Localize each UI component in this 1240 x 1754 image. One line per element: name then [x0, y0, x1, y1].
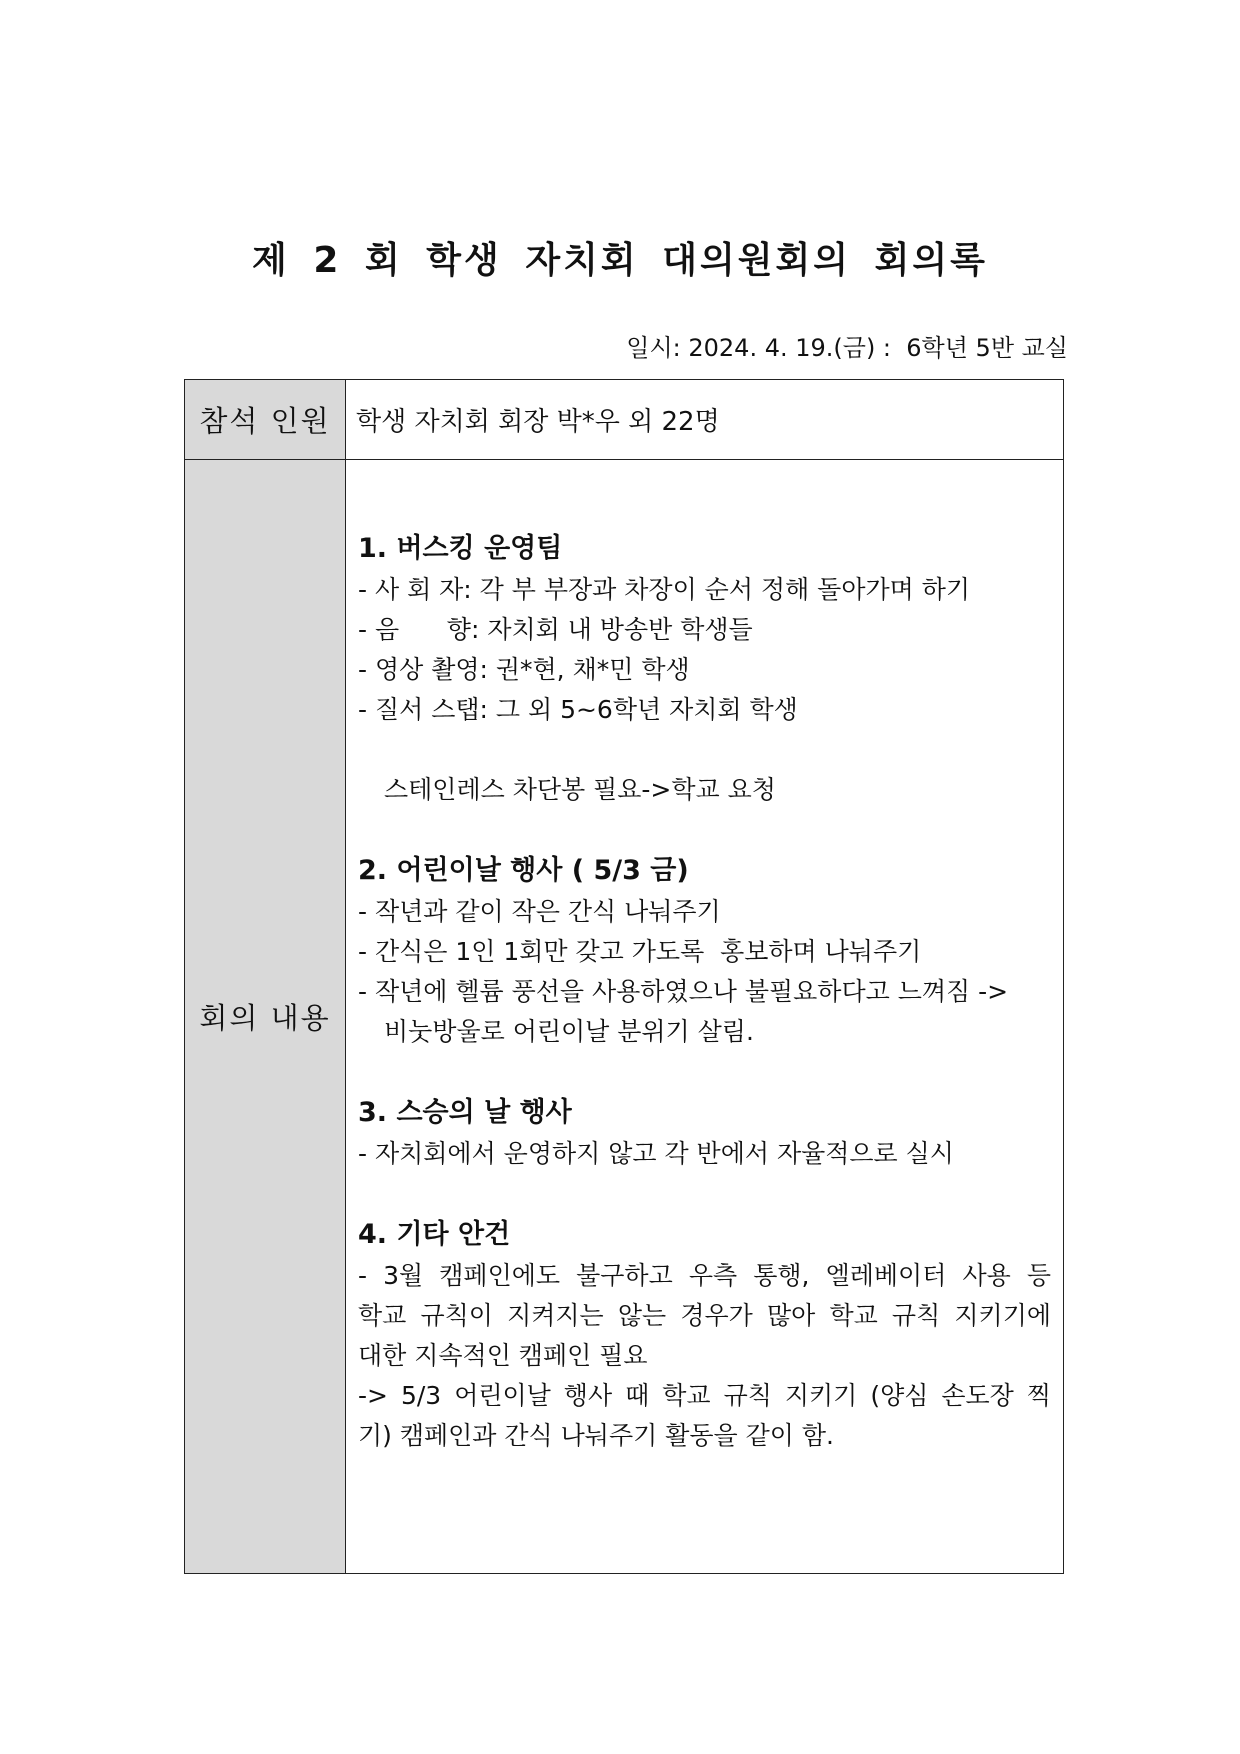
section-childrens-day — [358, 850, 1051, 1052]
content-label: 회의 내용 — [185, 460, 346, 1574]
section-heading: 2. 어린이날 행사 ( 5/3 금) — [358, 855, 689, 886]
section-note: 스테인레스 차단봉 필요->학교 요청 — [384, 775, 776, 804]
content-body — [346, 460, 1064, 1574]
section-line: 비눗방울로 어린이날 분위기 살림. — [384, 1017, 754, 1046]
section-heading: 1. 버스킹 운영팀 — [358, 533, 563, 564]
attendance-label: 참석 인원 — [185, 380, 346, 460]
section-other-agenda — [358, 1214, 1051, 1456]
attendance-row — [185, 380, 1064, 460]
meeting-date-line: 일시: 2024. 4. 19.(금) : 6학년 5반 교실 — [626, 334, 1068, 362]
section-line: - 작년과 같이 작은 간식 나눠주기 — [358, 897, 721, 926]
document-title: 제 2 회 학생 자치회 대의원회의 회의록 — [252, 240, 988, 281]
section-line: - 영상 촬영: 권*현, 채*민 학생 — [358, 655, 690, 684]
section-line: - 작년에 헬륨 풍선을 사용하였으나 불필요하다고 느껴짐 -> — [358, 977, 1009, 1006]
section-line: -> 5/3 어린이날 행사 때 학교 규칙 지키기 (양심 손도장 찍 — [358, 1381, 1051, 1410]
section-line: - 음 향: 자치회 내 방송반 학생들 — [358, 615, 753, 644]
section-heading: 4. 기타 안건 — [358, 1219, 511, 1250]
attendance-value: 학생 자치회 회장 박*우 외 22명 — [346, 380, 1064, 460]
section-line: - 3월 캠페인에도 불구하고 우측 통행, 엘레베이터 사용 등 — [358, 1261, 1051, 1290]
section-line: 대한 지속적인 캠페인 필요 — [358, 1341, 648, 1370]
section-line: - 자치회에서 운영하지 않고 각 반에서 자율적으로 실시 — [358, 1139, 954, 1168]
spacer — [358, 730, 1051, 770]
minutes-table — [184, 379, 1064, 1574]
section-line: 기) 캠페인과 간식 나눠주기 활동을 같이 함. — [358, 1421, 834, 1450]
section-line: - 질서 스탭: 그 외 5~6학년 자치회 학생 — [358, 695, 798, 724]
section-busking — [358, 528, 1051, 810]
section-line: - 사 회 자: 각 부 부장과 차장이 순서 정해 돌아가며 하기 — [358, 575, 971, 604]
content-row — [185, 460, 1064, 1574]
section-line: - 간식은 1인 1회만 갖고 가도록 홍보하며 나눠주기 — [358, 937, 922, 966]
section-teachers-day — [358, 1092, 1051, 1174]
section-heading: 3. 스승의 날 행사 — [358, 1097, 572, 1128]
section-line: 학교 규칙이 지켜지는 않는 경우가 많아 학교 규칙 지키기에 — [358, 1301, 1051, 1330]
